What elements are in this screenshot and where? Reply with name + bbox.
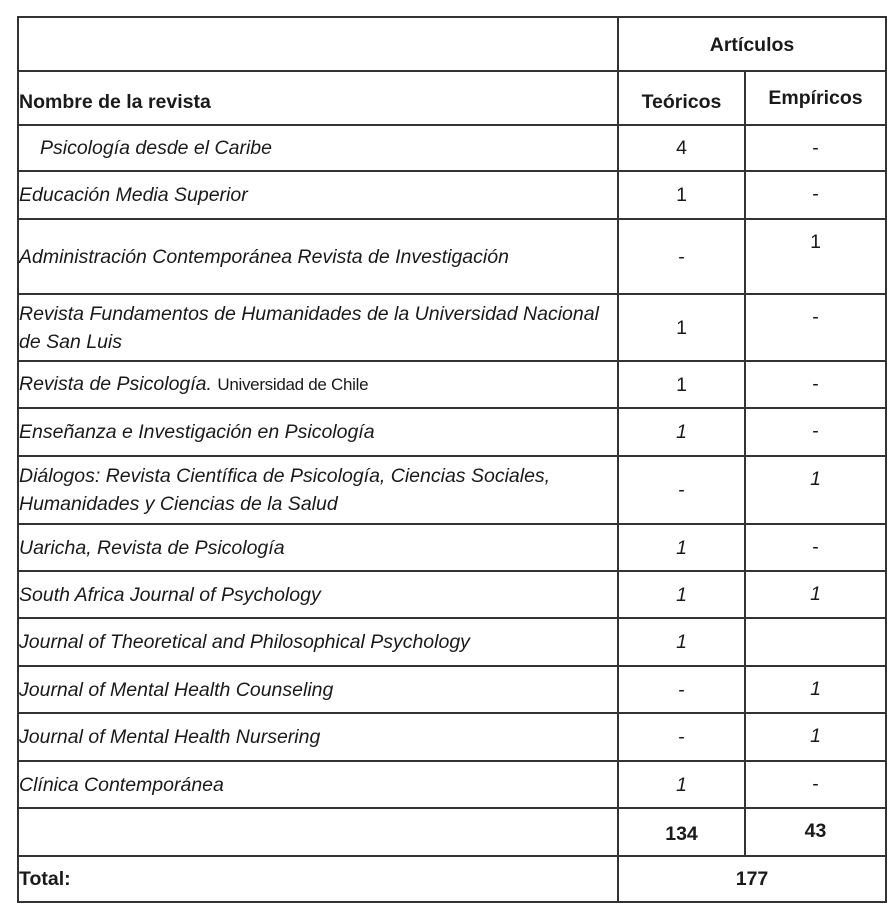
- theoretical-count: 4: [618, 125, 745, 171]
- empirical-count: [745, 618, 886, 666]
- table-row: [18, 618, 886, 666]
- header-row-group: [18, 17, 886, 71]
- journal-name: South Africa Journal of Psychology: [18, 571, 618, 618]
- empirical-header: Empíricos: [745, 71, 886, 125]
- journal-name: Uaricha, Revista de Psicología: [18, 524, 618, 571]
- empirical-count: 1: [745, 456, 886, 524]
- theoretical-count: 1: [618, 524, 745, 571]
- table-row: [18, 125, 886, 171]
- journal-name: Educación Media Superior: [18, 171, 618, 219]
- table-row: [18, 171, 886, 219]
- theoretical-count: 1: [618, 618, 745, 666]
- journal-name: Journal of Mental Health Counseling: [18, 666, 618, 713]
- table-row: [18, 294, 886, 361]
- empirical-count: 1: [745, 219, 886, 294]
- articles-group-header: Artículos: [618, 17, 886, 71]
- empirical-count: 1: [745, 713, 886, 761]
- subtotals-empty-cell: [18, 808, 618, 856]
- journal-name-affiliation: Universidad de Chile: [217, 375, 369, 394]
- journal-name: Psicología desde el Caribe: [18, 125, 618, 171]
- table-row: [18, 524, 886, 571]
- theoretical-subtotal: 134: [618, 808, 745, 856]
- empirical-count: -: [745, 125, 886, 171]
- total-value: 177: [618, 856, 886, 902]
- journal-name-main: Revista de Psicología.: [19, 373, 212, 395]
- journals-table: [17, 16, 887, 903]
- table-row: [18, 408, 886, 456]
- table-row: [18, 456, 886, 524]
- table-row: [18, 571, 886, 618]
- table-row: [18, 219, 886, 294]
- journal-name: Clínica Contemporánea: [18, 761, 618, 808]
- table-row: [18, 713, 886, 761]
- theoretical-count: 1: [618, 761, 745, 808]
- journal-name: Administración Contemporánea Revista de Investigación: [18, 219, 618, 294]
- theoretical-count: 1: [618, 294, 745, 361]
- empirical-count: 1: [745, 666, 886, 713]
- empirical-count: -: [745, 408, 886, 456]
- journal-name: Journal of Mental Health Nursering: [18, 713, 618, 761]
- subtotals-row: [18, 808, 886, 856]
- table-row: [18, 361, 886, 408]
- theoretical-count: 1: [618, 171, 745, 219]
- journal-name: [18, 361, 618, 408]
- table-row: [18, 666, 886, 713]
- theoretical-count: -: [618, 219, 745, 294]
- theoretical-count: -: [618, 713, 745, 761]
- total-label: Total:: [18, 856, 618, 902]
- total-row: [18, 856, 886, 902]
- theoretical-count: -: [618, 666, 745, 713]
- empirical-count: -: [745, 361, 886, 408]
- empirical-count: 1: [745, 571, 886, 618]
- journal-name: Revista Fundamentos de Humanidades de la Universidad Nacional de San Luis: [18, 294, 618, 361]
- empirical-count: -: [745, 171, 886, 219]
- theoretical-count: 1: [618, 408, 745, 456]
- header-row-columns: [18, 71, 886, 125]
- empirical-subtotal: 43: [745, 808, 886, 856]
- header-empty-cell: [18, 17, 618, 71]
- journal-name-header: Nombre de la revista: [18, 71, 618, 125]
- empirical-count: -: [745, 761, 886, 808]
- empirical-count: -: [745, 524, 886, 571]
- theoretical-count: 1: [618, 571, 745, 618]
- journal-name: Diálogos: Revista Científica de Psicología, Ciencias Sociales, Humanidades y Ciencias de la Salud: [18, 456, 618, 524]
- empirical-count: -: [745, 294, 886, 361]
- journal-name: Enseñanza e Investigación en Psicología: [18, 408, 618, 456]
- table-row: [18, 761, 886, 808]
- theoretical-header: Teóricos: [618, 71, 745, 125]
- theoretical-count: -: [618, 456, 745, 524]
- journal-name: Journal of Theoretical and Philosophical Psychology: [18, 618, 618, 666]
- theoretical-count: 1: [618, 361, 745, 408]
